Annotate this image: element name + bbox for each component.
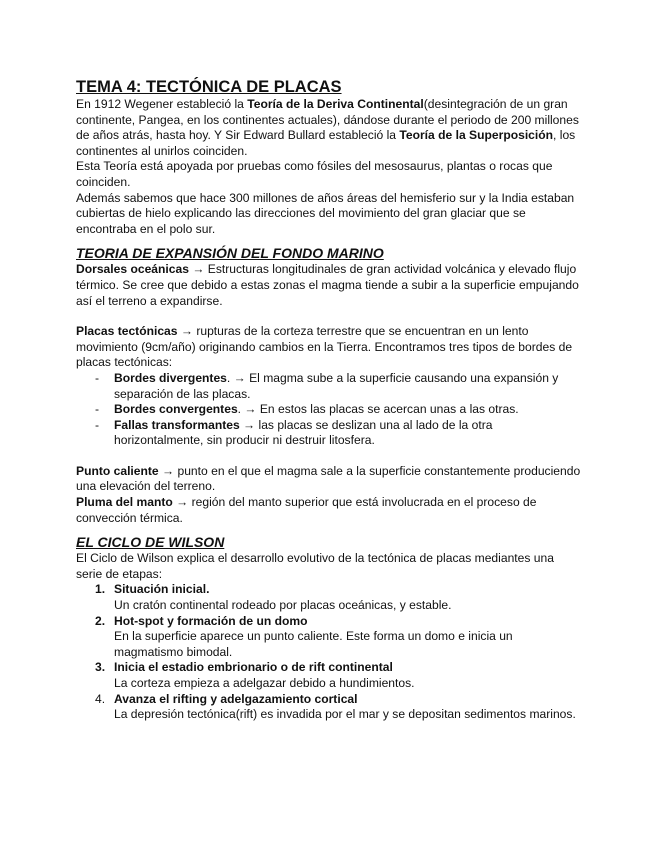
term-punto-caliente: Punto caliente [76, 463, 159, 478]
bullet-text: . → El magma sube a la superficie causando una expansión y separación de las placas. [114, 370, 559, 401]
dash-marker: - [95, 402, 100, 417]
step-number: 1. [95, 582, 106, 597]
step-title: Situación inicial. [114, 582, 210, 597]
dorsales-text: → Estructuras longitudinales de gran actividad volcánica y elevado flujo térmico. Se cree que debido a estas zonas el magma tiende a subir a la superficie empujando así el terreno a expandirse. [76, 262, 579, 308]
step-text: En la superficie aparece un punto caliente. Este forma un domo e inicia un magmatismo bimodal. [114, 629, 513, 659]
placas-paragraph [76, 324, 582, 371]
wilson-steps-list [76, 582, 582, 722]
list-item [76, 614, 582, 661]
bullet-term: Fallas transformantes [114, 417, 240, 432]
placas-text: → rupturas de la corteza terrestre que se encuentran en un lento movimiento (9cm/año) originando cambios en la Tierra. Encontramos tres tipos de bordes de placas tectónicas: [76, 324, 573, 370]
term-dorsales: Dorsales oceánicas [76, 262, 189, 277]
punto-caliente-paragraph [76, 464, 582, 495]
intro-text-c: (desintegración de un gran continente, Pangea, en los continentes actuales), dándose durante el periodo de 200 millones de años atrás, hasta hoy. Y Sir Edward Bullard estableció la [76, 97, 579, 143]
step-title: Avanza el rifting y adelgazamiento cortical [114, 691, 358, 706]
bullet-text: → las placas se deslizan una al lado de la otra horizontalmente, sin producir ni destruir litosfera. [114, 417, 493, 448]
term-superposicion: Teoría de la Superposición [399, 128, 554, 143]
list-item [76, 692, 582, 723]
bullet-term: Bordes convergentes [114, 402, 238, 417]
step-title: Hot-spot y formación de un domo [114, 613, 308, 628]
step-text: Un cratón continental rodeado por placas oceánicas, y estable. [114, 598, 452, 613]
list-item [76, 418, 582, 449]
intro-paragraph-3: Además sabemos que hace 300 millones de años áreas del hemisferio sur y la India estaban cubiertas de hielo explicando las direcciones del movimiento del gran glaciar que se encontraba en el polo sur. [76, 190, 575, 236]
document-page [76, 78, 582, 723]
term-placas: Placas tectónicas [76, 324, 178, 339]
punto-caliente-text: → punto en el que el magma sale a la superficie constantemente produciendo una elevación del terreno. [76, 463, 581, 494]
list-item [76, 582, 582, 613]
list-item [76, 402, 582, 418]
dorsales-paragraph [76, 262, 582, 309]
section-heading-expansion: TEORIA DE EXPANSIÓN DEL FONDO MARINO [76, 245, 384, 262]
step-number: 2. [95, 613, 106, 628]
section-heading-wilson: EL CICLO DE WILSON [76, 534, 225, 551]
pluma-manto-paragraph [76, 495, 582, 526]
term-pluma-manto: Pluma del manto [76, 495, 173, 510]
wilson-intro: El Ciclo de Wilson explica el desarrollo evolutivo de la tectónica de placas mediantes una serie de etapas: [76, 551, 554, 581]
dash-marker: - [95, 370, 100, 385]
bullet-term: Bordes divergentes [114, 370, 227, 385]
list-item [76, 660, 582, 691]
step-number: 3. [95, 660, 106, 675]
pluma-manto-text: → región del manto superior que está involucrada en el proceso de convección térmica. [76, 495, 537, 525]
borders-list [76, 371, 582, 449]
dash-marker: - [95, 417, 100, 432]
list-item [76, 371, 582, 402]
document-title: TEMA 4: TECTÓNICA DE PLACAS [76, 78, 342, 96]
step-number: 4. [95, 691, 106, 706]
bullet-text: . → En estos las placas se acercan unas a las otras. [237, 402, 519, 417]
step-text: La corteza empieza a adelgazar debido a hundimientos. [114, 676, 415, 690]
term-deriva-continental: Teoría de la Deriva Continental [247, 97, 424, 111]
intro-text-e: , los continentes al unirlos coinciden. [76, 128, 576, 158]
intro-paragraph-2: Esta Teoría está apoyada por pruebas como fósiles del mesosaurus, plantas o rocas que coinciden. [76, 159, 553, 189]
step-text: La depresión tectónica(rift) es invadida por el mar y se depositan sedimentos marinos. [114, 707, 576, 722]
intro-text-a: En 1912 Wegener estableció la [76, 97, 248, 111]
step-title: Inicia el estadio embrionario o de rift continental [114, 660, 393, 675]
intro-paragraph-1 [76, 97, 582, 159]
